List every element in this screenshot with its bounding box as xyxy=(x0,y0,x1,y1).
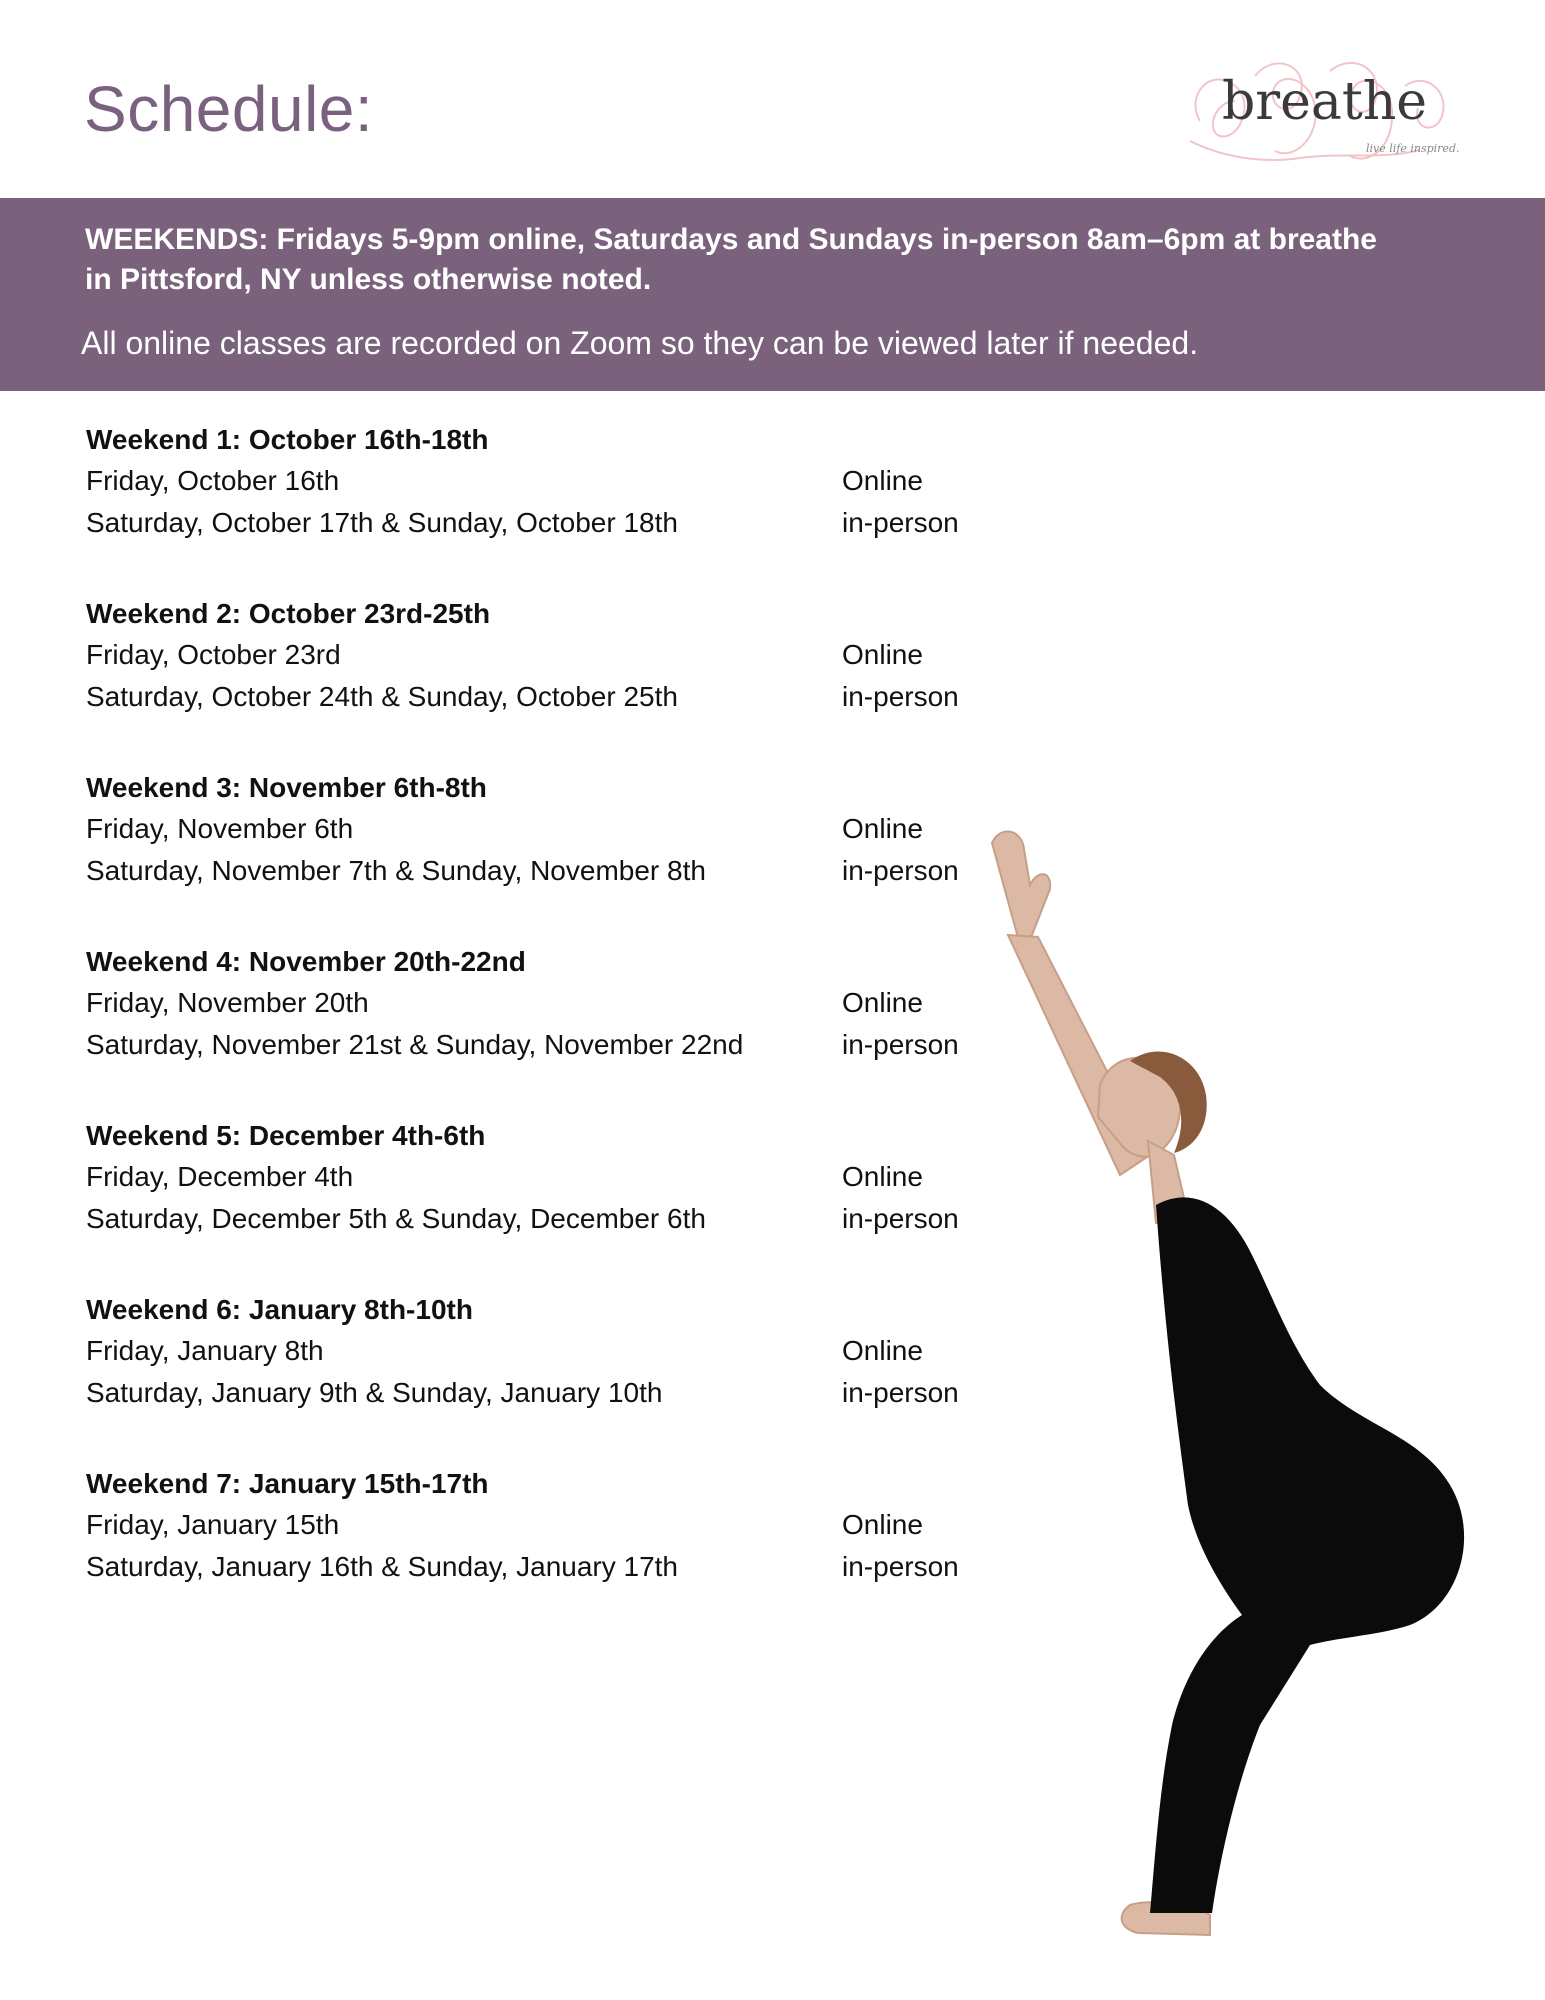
weekend-heading: Weekend 7: January 15th-17th xyxy=(86,1468,489,1499)
weekend-heading: Weekend 1: October 16th-18th xyxy=(86,424,489,455)
weekend-heading: Weekend 4: November 20th-22nd xyxy=(86,946,526,977)
schedule-mode: in-person xyxy=(842,507,959,538)
info-banner xyxy=(0,198,1545,391)
schedule-row-friday xyxy=(86,1330,986,1372)
schedule-day: Saturday, November 7th & Sunday, November 8th xyxy=(86,855,706,886)
schedule-mode: in-person xyxy=(842,681,959,712)
schedule-mode: Online xyxy=(842,1335,923,1366)
weekend-heading: Weekend 2: October 23rd-25th xyxy=(86,598,491,629)
schedule-day: Friday, October 23rd xyxy=(86,639,341,670)
schedule-mode: Online xyxy=(842,465,923,496)
schedule-row-weekend xyxy=(86,1372,986,1414)
schedule-row-friday xyxy=(86,460,986,502)
schedule-row-friday xyxy=(86,808,986,850)
schedule-row-friday xyxy=(86,1504,986,1546)
banner-hours-text: WEEKENDS: Fridays 5-9pm online, Saturdays and Sundays in-person 8am–6pm at breathe in Pittsford, NY unless otherwise noted. xyxy=(85,223,1377,296)
weekend-block xyxy=(86,942,986,1066)
logo-wordmark: breathe xyxy=(1222,72,1428,132)
schedule-row-weekend xyxy=(86,502,986,544)
weekend-heading: Weekend 3: November 6th-8th xyxy=(86,772,487,803)
schedule-row-weekend xyxy=(86,850,986,892)
weekend-block xyxy=(86,1464,986,1588)
weekend-block xyxy=(86,420,986,544)
schedule-day: Saturday, January 9th & Sunday, January 10th xyxy=(86,1377,663,1408)
breathe-logo xyxy=(1180,46,1465,181)
schedule-mode: Online xyxy=(842,639,923,670)
schedule-row-friday xyxy=(86,1156,986,1198)
schedule-row-weekend xyxy=(86,1198,986,1240)
schedule-mode: in-person xyxy=(842,1377,959,1408)
schedule-day: Friday, November 20th xyxy=(86,987,369,1018)
schedule-mode: in-person xyxy=(842,1551,959,1582)
schedule-row-friday xyxy=(86,634,986,676)
weekend-block xyxy=(86,594,986,718)
banner-zoom-note: All online classes are recorded on Zoom so they can be viewed later if needed. xyxy=(81,325,1199,361)
weekend-block xyxy=(86,1290,986,1414)
schedule-mode: in-person xyxy=(842,855,959,886)
schedule-day: Saturday, October 17th & Sunday, October 18th xyxy=(86,507,678,538)
page-title: Schedule: xyxy=(84,73,374,145)
schedule-day: Friday, January 8th xyxy=(86,1335,324,1366)
schedule-mode: Online xyxy=(842,1509,923,1540)
schedule-day: Saturday, December 5th & Sunday, December 6th xyxy=(86,1203,706,1234)
weekend-block xyxy=(86,1116,986,1240)
schedule-row-weekend xyxy=(86,1024,986,1066)
schedule-day: Saturday, November 21st & Sunday, November 22nd xyxy=(86,1029,744,1060)
yoga-figure-illustration xyxy=(960,825,1530,1975)
schedule-day: Friday, December 4th xyxy=(86,1161,354,1192)
schedule-day: Friday, October 16th xyxy=(86,465,340,496)
schedule-row-friday xyxy=(86,982,986,1024)
weekend-heading: Weekend 5: December 4th-6th xyxy=(86,1120,486,1151)
schedule-day: Saturday, October 24th & Sunday, October 25th xyxy=(86,681,678,712)
schedule-day: Saturday, January 16th & Sunday, January 17th xyxy=(86,1551,679,1582)
schedule-row-weekend xyxy=(86,1546,986,1588)
weekend-block xyxy=(86,768,986,892)
schedule-mode: Online xyxy=(842,987,923,1018)
schedule-mode: in-person xyxy=(842,1203,959,1234)
schedule-row-weekend xyxy=(86,676,986,718)
weekend-heading: Weekend 6: January 8th-10th xyxy=(86,1294,473,1325)
schedule-mode: Online xyxy=(842,1161,923,1192)
logo-tagline: live life inspired. xyxy=(1366,142,1460,155)
schedule-mode: in-person xyxy=(842,1029,959,1060)
schedule-day: Friday, November 6th xyxy=(86,813,354,844)
schedule-mode: Online xyxy=(842,813,923,844)
schedule-day: Friday, January 15th xyxy=(86,1509,340,1540)
